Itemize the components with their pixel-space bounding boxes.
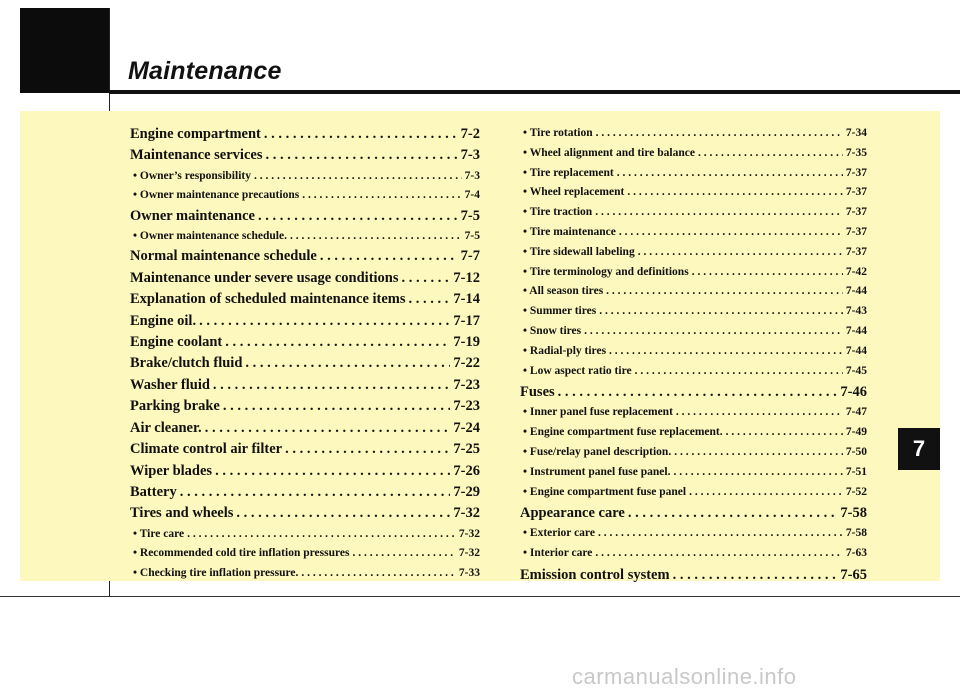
toc-entry-page: 7-23: [453, 398, 480, 415]
toc-entry-label: Parking brake: [130, 398, 220, 415]
toc-subentry[interactable]: [520, 403, 867, 423]
toc-entry-page: 7-46: [840, 384, 867, 401]
toc-entry-label: • Summer tires: [523, 305, 597, 318]
toc-entry[interactable]: [130, 375, 480, 396]
toc-entry-page: 7-32: [453, 505, 480, 522]
toc-entry-page: 7-37: [845, 166, 867, 179]
toc-subentry[interactable]: [130, 544, 480, 563]
toc-entry-label: • Inner panel fuse replacement: [523, 406, 673, 419]
toc-entry[interactable]: [520, 381, 867, 403]
toc-entry-page: 7-47: [845, 406, 867, 419]
toc-entry[interactable]: [520, 564, 867, 586]
dot-leader: [290, 227, 462, 246]
toc-entry[interactable]: [130, 461, 480, 482]
toc-entry-label: • Owner’s responsibility: [133, 169, 251, 182]
toc-entry-label: Battery: [130, 483, 177, 500]
toc-subentry[interactable]: [520, 243, 867, 263]
dot-leader: [627, 183, 843, 203]
toc-entry[interactable]: [520, 502, 867, 524]
toc-subentry[interactable]: [520, 183, 867, 203]
chapter-tab[interactable]: 7: [898, 428, 940, 470]
toc-entry-label: Fuses: [520, 384, 555, 401]
toc-entry-page: 7-23: [453, 376, 480, 393]
toc-subentry[interactable]: [520, 203, 867, 223]
dot-leader: [596, 124, 843, 144]
toc-subentry[interactable]: [130, 227, 480, 246]
toc-entry-label: Appearance care: [520, 505, 625, 522]
dot-leader: [213, 375, 451, 396]
toc-entry-label: • Tire maintenance: [523, 225, 616, 238]
toc-subentry[interactable]: [130, 564, 480, 583]
dot-leader: [698, 144, 843, 164]
corner-block: [20, 8, 109, 93]
toc-entry-label: Wiper blades: [130, 462, 213, 479]
dot-leader: [265, 145, 457, 166]
toc-entry-label: • Owner maintenance precautions: [133, 189, 300, 202]
dot-leader: [301, 564, 456, 583]
toc-entry-page: 7-37: [845, 225, 867, 238]
title-rule: [109, 90, 960, 94]
dot-leader: [617, 164, 843, 184]
toc-subentry[interactable]: [520, 164, 867, 184]
dot-leader: [236, 503, 450, 524]
toc-entry-page: 7-3: [460, 147, 480, 164]
dot-leader: [352, 544, 455, 563]
toc-entry-label: • Engine compartment fuse panel: [523, 485, 687, 498]
toc-entry-page: 7-35: [845, 146, 867, 159]
toc-entry-label: • Tire rotation: [523, 127, 593, 139]
toc-entry-page: 7-65: [840, 566, 867, 583]
toc-entry-page: 7-58: [840, 505, 867, 522]
page-title: Maintenance: [128, 57, 282, 85]
dot-leader: [285, 439, 450, 460]
toc-entry-page: 7-43: [845, 305, 867, 318]
toc-entry-page: 7-32: [458, 527, 480, 540]
dot-leader: [254, 167, 462, 186]
dot-leader: [402, 268, 451, 289]
toc-entry-page: 7-37: [845, 186, 867, 199]
toc-entry-page: 7-34: [845, 127, 867, 139]
toc-entry-label: Tires and wheels: [130, 505, 234, 522]
dot-leader: [584, 322, 843, 342]
toc-subentry[interactable]: [520, 524, 867, 544]
toc-entry-page: 7-19: [453, 334, 480, 351]
toc-subentry[interactable]: [520, 362, 867, 382]
toc-entry-page: 7-37: [845, 245, 867, 258]
toc-subentry[interactable]: [130, 167, 480, 186]
toc-entry-page: 7-5: [460, 207, 480, 224]
toc-entry-label: Normal maintenance schedule: [130, 248, 317, 265]
toc-entry-page: 7-50: [845, 445, 867, 458]
toc-entry-page: 7-26: [453, 462, 480, 479]
dot-leader: [320, 246, 458, 267]
toc-entry-page: 7-2: [460, 126, 480, 142]
toc-entry-label: • Checking tire inflation pressure.: [133, 566, 299, 579]
toc-entry-label: • Wheel replacement: [523, 186, 625, 199]
dot-leader: [595, 203, 843, 223]
toc-subentry[interactable]: [520, 423, 867, 443]
toc-entry[interactable]: [130, 311, 480, 332]
dot-leader: [676, 403, 843, 423]
toc-entry-label: • Instrument panel fuse panel.: [523, 465, 671, 478]
toc-subentry[interactable]: [520, 302, 867, 322]
toc-entry-page: 7-45: [845, 364, 867, 377]
toc-entry-label: Emission control system: [520, 566, 670, 583]
dot-leader: [595, 544, 843, 564]
toc-entry-label: Climate control air filter: [130, 441, 283, 458]
toc-entry[interactable]: [130, 246, 480, 267]
toc-entry[interactable]: [130, 418, 480, 439]
toc-entry-page: 7-51: [845, 465, 867, 478]
dot-leader: [674, 443, 843, 463]
dot-leader: [199, 311, 450, 332]
toc-entry-page: 7-5: [464, 230, 480, 243]
toc-entry-page: 7-3: [464, 169, 480, 182]
bottom-rule: [0, 596, 960, 597]
toc-subentry[interactable]: [520, 124, 867, 144]
dot-leader: [692, 263, 843, 283]
toc-entry-label: • Tire replacement: [523, 166, 614, 179]
toc-subentry[interactable]: [520, 263, 867, 283]
toc-entry-label: Brake/clutch fluid: [130, 355, 243, 372]
toc-entry[interactable]: [130, 145, 480, 166]
toc-entry-label: • Radial-ply tires: [523, 344, 607, 357]
toc-right-column: [520, 124, 867, 586]
toc-entry-label: • Tire sidewall labeling: [523, 245, 635, 258]
toc-subentry[interactable]: [130, 525, 480, 544]
toc-subentry[interactable]: [130, 186, 480, 205]
toc-entry-page: 7-63: [845, 547, 867, 560]
toc-entry-label: Washer fluid: [130, 376, 210, 393]
toc-entry-page: 7-42: [845, 265, 867, 278]
toc-entry[interactable]: [130, 124, 480, 145]
toc-subentry[interactable]: [520, 544, 867, 564]
toc-entry-page: 7-14: [453, 291, 480, 308]
toc-entry[interactable]: [130, 503, 480, 524]
toc-entry-page: 7-52: [845, 485, 867, 498]
toc-entry-page: 7-44: [845, 285, 867, 298]
dot-leader: [558, 381, 838, 403]
toc-subentry[interactable]: [520, 282, 867, 302]
toc-entry-page: 7-33: [458, 566, 480, 579]
toc-entry-label: Explanation of scheduled maintenance items: [130, 291, 406, 308]
toc-entry-label: Engine coolant: [130, 334, 223, 351]
toc-subentry[interactable]: [520, 322, 867, 342]
toc-entry-page: 7-24: [453, 419, 480, 436]
toc-entry-page: 7-7: [460, 248, 480, 265]
dot-leader: [258, 206, 458, 227]
dot-leader: [726, 423, 843, 443]
toc-entry[interactable]: [130, 289, 480, 310]
toc-entry[interactable]: [130, 332, 480, 353]
dot-leader: [245, 353, 450, 374]
toc-entry-page: 7-37: [845, 206, 867, 219]
dot-leader: [606, 282, 843, 302]
toc-entry[interactable]: [130, 268, 480, 289]
toc-entry-page: 7-29: [453, 483, 480, 500]
toc-entry-label: • Snow tires: [523, 324, 582, 337]
dot-leader: [302, 186, 461, 205]
toc-entry-label: • Interior care: [523, 547, 593, 560]
dot-leader: [599, 302, 843, 322]
toc-entry-page: 7-44: [845, 324, 867, 337]
toc-entry[interactable]: [130, 206, 480, 227]
toc-entry-page: 7-17: [453, 312, 480, 329]
dot-leader: [619, 223, 843, 243]
toc-entry-page: 7-44: [845, 344, 867, 357]
dot-leader: [635, 362, 843, 382]
toc-entry-label: Engine compartment: [130, 126, 261, 142]
toc-entry[interactable]: [130, 353, 480, 374]
toc-entry-label: Maintenance under severe usage conditions: [130, 269, 399, 286]
toc-entry-label: • Tire care: [133, 527, 185, 540]
dot-leader: [264, 124, 458, 145]
dot-leader: [409, 289, 451, 310]
toc-entry-label: • Tire terminology and definitions: [523, 265, 689, 278]
toc-entry-label: Maintenance services: [130, 147, 263, 164]
toc-entry-label: • Tire traction: [523, 206, 593, 219]
dot-leader: [689, 483, 843, 503]
dot-leader: [187, 525, 456, 544]
dot-leader: [215, 461, 450, 482]
toc-entry[interactable]: [130, 396, 480, 417]
toc-entry[interactable]: [130, 482, 480, 503]
toc-subentry[interactable]: [520, 443, 867, 463]
toc-left-column: [130, 124, 480, 583]
toc-entry[interactable]: [130, 439, 480, 460]
toc-entry-label: • Exterior care: [523, 527, 595, 540]
toc-subentry[interactable]: [520, 144, 867, 164]
toc-subentry[interactable]: [520, 223, 867, 243]
toc-subentry[interactable]: [520, 463, 867, 483]
dot-leader: [225, 332, 450, 353]
toc-entry-label: • Fuse/relay panel description.: [523, 445, 672, 458]
toc-entry-label: • Engine compartment fuse replacement.: [523, 426, 723, 439]
toc-entry-label: Engine oil.: [130, 312, 197, 329]
toc-entry-label: • Wheel alignment and tire balance: [523, 146, 695, 159]
toc-entry-page: 7-58: [845, 527, 867, 540]
toc-entry-label: • Owner maintenance schedule.: [133, 230, 287, 243]
toc-entry-label: • Low aspect ratio tire: [523, 364, 632, 377]
dot-leader: [628, 502, 838, 524]
dot-leader: [638, 243, 843, 263]
dot-leader: [180, 482, 451, 503]
dot-leader: [673, 463, 842, 483]
dot-leader: [598, 524, 843, 544]
dot-leader: [673, 564, 838, 586]
toc-entry-page: 7-25: [453, 441, 480, 458]
toc-entry-page: 7-12: [453, 269, 480, 286]
toc-entry-label: • All season tires: [523, 285, 604, 298]
toc-subentry[interactable]: [520, 483, 867, 503]
toc-entry-label: Air cleaner.: [130, 419, 202, 436]
watermark: carmanualsonline.info: [572, 664, 797, 689]
toc-entry-label: Owner maintenance: [130, 207, 255, 224]
toc-entry-label: • Recommended cold tire inflation pressures: [133, 547, 350, 560]
dot-leader: [205, 418, 451, 439]
toc-subentry[interactable]: [520, 342, 867, 362]
toc-entry-page: 7-32: [458, 547, 480, 560]
toc-entry-page: 7-22: [453, 355, 480, 372]
dot-leader: [223, 396, 451, 417]
toc-entry-page: 7-4: [464, 189, 480, 202]
dot-leader: [609, 342, 843, 362]
toc-entry-page: 7-49: [845, 426, 867, 439]
